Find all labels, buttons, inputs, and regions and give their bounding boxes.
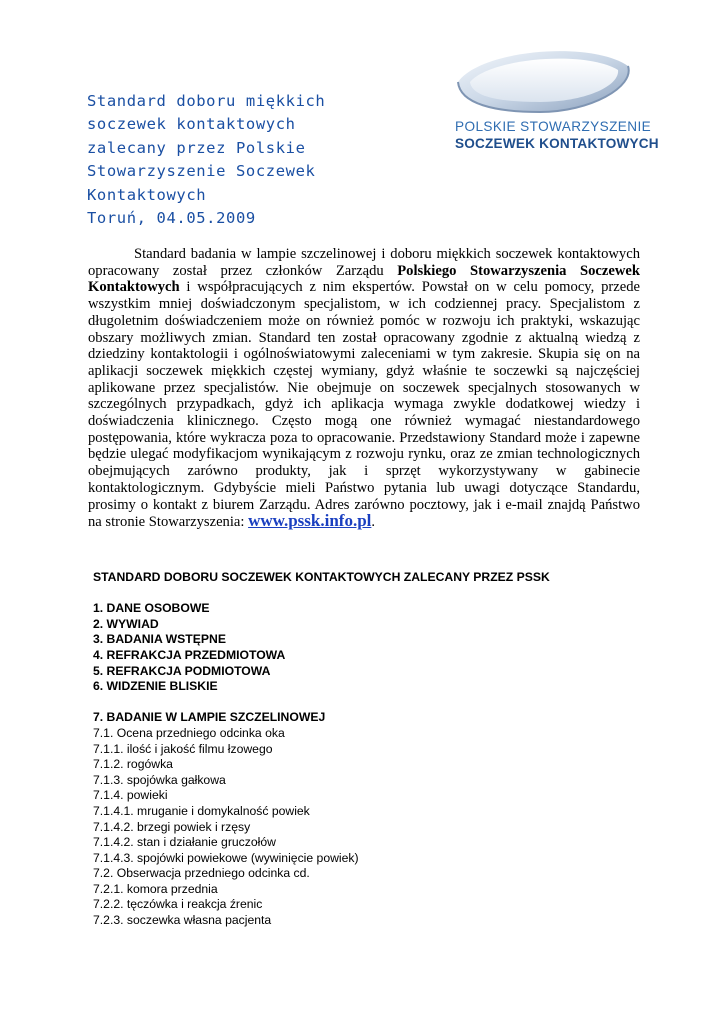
outline-item: 7.1.1. ilość i jakość filmu łzowego: [93, 741, 273, 756]
standard-heading: STANDARD DOBORU SOCZEWEK KONTAKTOWYCH ZALECANY PRZEZ PSSK: [93, 570, 550, 584]
title-line: zalecany przez Polskie: [87, 138, 306, 157]
logo-line-1: POLSKIE STOWARZYSZENIE: [455, 119, 652, 134]
outline-item: 7.1. Ocena przedniego odcinka oka: [93, 725, 285, 740]
section-item: 6. WIDZENIE BLISKIE: [93, 679, 218, 694]
pssk-logo: [455, 118, 659, 152]
title-line: soczewek kontaktowych: [87, 115, 296, 134]
title-line: Stowarzyszenie Soczewek: [87, 162, 316, 181]
section-item: 4. REFRAKCJA PRZEDMIOTOWA: [93, 647, 286, 662]
logo-line-2: SOCZEWEK KONTAKTOWYCH: [455, 136, 659, 151]
intro-org-name: Polskiego Stowarzyszenia Soczewek Kontaktowych: [88, 262, 640, 296]
section-7-heading: 7. BADANIE W LAMPIE SZCZELINOWEJ: [93, 710, 326, 725]
outline-item: 7.1.2. rogówka: [93, 757, 173, 772]
outline-item: 7.1.3. spojówka gałkowa: [93, 772, 226, 787]
section-item: 5. REFRAKCJA PODMIOTOWA: [93, 663, 271, 678]
intro-text: i współpracujących z nim ekspertów. Powstał on w celu pomocy, przede wszystkim mniej doświadczonym specjalistom, w ich codziennej pracy. Specjalistom z długoletnim doświadczeniem może on również pomóc w rozwoju ich praktyki, wskazując obszary możliwych zmian. Standard ten został opracowany zgodnie z aktualną wiedzą z dziedziny kontaktologii i ogólnoświatowymi zaleceniami w tym zakresie. Skupia się on na aplikacji soczewek miękkich częstej wymiany, gdyż właśnie te soczewki są najczęściej aplikowane przez specjalistów. Nie obejmuje on soczewek specjalnych stosowanych w szczególnych przypadkach, gdyż ich aplikacja wymaga zwykle dodatkowej wiedzy i doświadczenia klinicznego. Często mogą one również wymagać niestandardowego postępowania, które wykracza poza to opracowanie. Przedstawiony Standard może i zapewne będzie ulegać modyfikacjom wynikającym z rozwoju rynku, oraz ze zmian technologicznych obejmujących zarówno produkty, jak i sprzęt wykorzystywany w gabinecie kontaktologicznym. Gdybyście mieli Państwo pytania lub uwagi dotyczące Standardu, prosimy o kontakt z biurem Zarządu. Adres zarówno pocztowy, jak i e-mail znajdą Państwo na stronie Stowarzyszenia:: [88, 279, 640, 531]
intro-end: .: [371, 514, 376, 531]
outline-item: 7.2. Obserwacja przedniego odcinka cd.: [93, 866, 310, 881]
outline-item: 7.2.1. komora przednia: [93, 881, 218, 896]
outline-item: 7.2.3. soczewka własna pacjenta: [93, 913, 272, 928]
section-item: 2. WYWIAD: [93, 616, 159, 631]
section-item: 1. DANE OSOBOWE: [93, 601, 210, 616]
website-link[interactable]: www.pssk.info.pl: [248, 511, 372, 531]
title-line: Kontaktowych: [87, 185, 207, 204]
document-title: [87, 90, 417, 230]
title-date: Toruń, 04.05.2009: [87, 209, 256, 228]
outline-item: 7.1.4.2. brzegi powiek i rzęsy: [93, 819, 251, 834]
standard-outline: [93, 570, 653, 929]
outline-item: 7.1.4.3. spojówki powiekowe (wywinięcie powiek): [93, 850, 359, 865]
outline-item: 7.1.4.2. stan i działanie gruczołów: [93, 835, 276, 850]
outline-item: 7.2.2. tęczówka i reakcja źrenic: [93, 897, 263, 912]
title-line: Standard doboru miękkich: [87, 92, 326, 110]
intro-text: Standard badania w lampie szczelinowej i doboru miękkich soczewek kontaktowych opracowany został przez członków Zarządu: [88, 246, 640, 279]
intro-paragraph: [88, 246, 640, 531]
outline-item: 7.1.4. powieki: [93, 788, 168, 803]
outline-item: 7.1.4.1. mruganie i domykalność powiek: [93, 803, 310, 818]
section-item: 3. BADANIA WSTĘPNE: [93, 632, 226, 647]
